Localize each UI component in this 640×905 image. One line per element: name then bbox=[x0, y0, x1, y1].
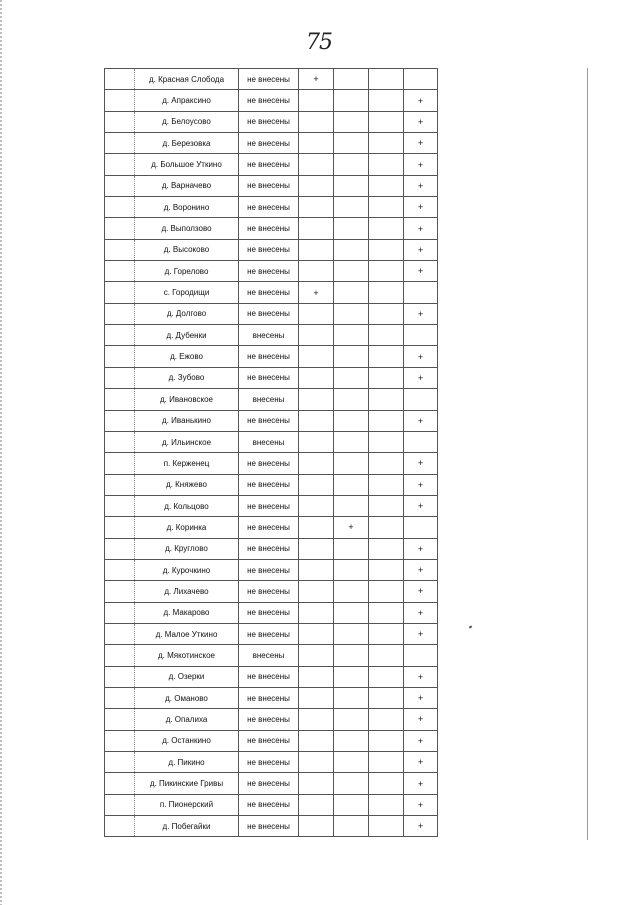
mark-cell bbox=[369, 794, 404, 815]
settlement-name: п. Пионерский bbox=[135, 794, 239, 815]
row-number-cell bbox=[105, 495, 135, 516]
mark-cell bbox=[369, 197, 404, 218]
mark-cell bbox=[369, 581, 404, 602]
registry-status: не внесены bbox=[239, 303, 299, 324]
registry-status: не внесены bbox=[239, 197, 299, 218]
mark-cell: + bbox=[404, 367, 438, 388]
settlement-name: д. Апраксино bbox=[135, 90, 239, 111]
settlement-name: д. Озерки bbox=[135, 666, 239, 687]
mark-cell bbox=[299, 453, 334, 474]
row-number-cell bbox=[105, 239, 135, 260]
registry-status: не внесены bbox=[239, 218, 299, 239]
mark-cell bbox=[299, 559, 334, 580]
registry-status: не внесены bbox=[239, 666, 299, 687]
mark-cell: + bbox=[299, 69, 334, 90]
mark-cell: + bbox=[404, 581, 438, 602]
mark-cell bbox=[299, 816, 334, 837]
settlement-name: д. Останкино bbox=[135, 730, 239, 751]
registry-status: не внесены bbox=[239, 90, 299, 111]
row-number-cell bbox=[105, 133, 135, 154]
table-row bbox=[105, 816, 438, 837]
table-row bbox=[105, 218, 438, 239]
mark-cell: + bbox=[299, 282, 334, 303]
mark-cell: + bbox=[404, 709, 438, 730]
table-row bbox=[105, 346, 438, 367]
mark-cell bbox=[334, 367, 369, 388]
settlement-name: д. Курочкино bbox=[135, 559, 239, 580]
mark-cell bbox=[369, 239, 404, 260]
row-number-cell bbox=[105, 752, 135, 773]
table-row bbox=[105, 175, 438, 196]
registry-status: не внесены bbox=[239, 69, 299, 90]
registry-status: не внесены bbox=[239, 239, 299, 260]
settlement-name: д. Мякотинское bbox=[135, 645, 239, 666]
mark-cell bbox=[369, 773, 404, 794]
mark-cell bbox=[334, 645, 369, 666]
mark-cell bbox=[299, 325, 334, 346]
table-row bbox=[105, 325, 438, 346]
row-number-cell bbox=[105, 730, 135, 751]
row-number-cell bbox=[105, 346, 135, 367]
registry-status: не внесены bbox=[239, 474, 299, 495]
mark-cell bbox=[369, 645, 404, 666]
registry-status: не внесены bbox=[239, 581, 299, 602]
table-row bbox=[105, 752, 438, 773]
registry-status: не внесены bbox=[239, 709, 299, 730]
row-number-cell bbox=[105, 709, 135, 730]
mark-cell bbox=[299, 133, 334, 154]
registry-status: не внесены bbox=[239, 816, 299, 837]
registry-status: не внесены bbox=[239, 282, 299, 303]
mark-cell bbox=[369, 111, 404, 132]
settlement-name: д. Долгово bbox=[135, 303, 239, 324]
mark-cell bbox=[369, 687, 404, 708]
mark-cell bbox=[369, 559, 404, 580]
settlement-name: д. Малое Уткино bbox=[135, 623, 239, 644]
row-number-cell bbox=[105, 303, 135, 324]
mark-cell bbox=[369, 175, 404, 196]
mark-cell bbox=[299, 90, 334, 111]
registry-status: не внесены bbox=[239, 133, 299, 154]
table-row bbox=[105, 239, 438, 260]
settlement-name: д. Круглово bbox=[135, 538, 239, 559]
table-row bbox=[105, 431, 438, 452]
row-number-cell bbox=[105, 538, 135, 559]
mark-cell bbox=[369, 325, 404, 346]
mark-cell: + bbox=[404, 602, 438, 623]
row-number-cell bbox=[105, 816, 135, 837]
registry-status: внесены bbox=[239, 389, 299, 410]
row-number-cell bbox=[105, 261, 135, 282]
mark-cell bbox=[334, 559, 369, 580]
registry-status: не внесены bbox=[239, 794, 299, 815]
mark-cell bbox=[334, 346, 369, 367]
registry-status: внесены bbox=[239, 431, 299, 452]
row-number-cell bbox=[105, 773, 135, 794]
settlement-name: д. Ивановское bbox=[135, 389, 239, 410]
mark-cell bbox=[299, 197, 334, 218]
mark-cell bbox=[334, 431, 369, 452]
page-number: 75 bbox=[306, 30, 332, 55]
table-row bbox=[105, 559, 438, 580]
registry-status: не внесены bbox=[239, 495, 299, 516]
table-row bbox=[105, 303, 438, 324]
mark-cell: + bbox=[404, 816, 438, 837]
registry-status: не внесены bbox=[239, 773, 299, 794]
mark-cell bbox=[334, 474, 369, 495]
mark-cell bbox=[334, 623, 369, 644]
table-row bbox=[105, 581, 438, 602]
mark-cell: + bbox=[404, 538, 438, 559]
settlement-name: д. Пикино bbox=[135, 752, 239, 773]
mark-cell bbox=[369, 410, 404, 431]
table-row bbox=[105, 133, 438, 154]
table-row bbox=[105, 730, 438, 751]
settlement-name: д. Белоусово bbox=[135, 111, 239, 132]
row-number-cell bbox=[105, 517, 135, 538]
mark-cell: + bbox=[404, 197, 438, 218]
row-number-cell bbox=[105, 474, 135, 495]
row-number-cell bbox=[105, 453, 135, 474]
mark-cell bbox=[299, 389, 334, 410]
table-row bbox=[105, 474, 438, 495]
mark-cell: + bbox=[404, 794, 438, 815]
mark-cell bbox=[404, 69, 438, 90]
mark-cell bbox=[334, 495, 369, 516]
mark-cell bbox=[334, 794, 369, 815]
mark-cell bbox=[299, 645, 334, 666]
mark-cell: + bbox=[404, 559, 438, 580]
mark-cell bbox=[299, 709, 334, 730]
mark-cell: + bbox=[404, 666, 438, 687]
registry-status: не внесены bbox=[239, 730, 299, 751]
mark-cell bbox=[369, 69, 404, 90]
mark-cell bbox=[334, 239, 369, 260]
mark-cell bbox=[334, 752, 369, 773]
mark-cell bbox=[369, 346, 404, 367]
row-number-cell bbox=[105, 111, 135, 132]
settlements-table bbox=[104, 68, 438, 837]
settlement-name: д. Березовка bbox=[135, 133, 239, 154]
table-row bbox=[105, 261, 438, 282]
row-number-cell bbox=[105, 389, 135, 410]
mark-cell: + bbox=[404, 773, 438, 794]
table-row bbox=[105, 282, 438, 303]
mark-cell bbox=[299, 687, 334, 708]
mark-cell bbox=[334, 602, 369, 623]
mark-cell bbox=[299, 794, 334, 815]
registry-status: не внесены bbox=[239, 559, 299, 580]
mark-cell bbox=[369, 453, 404, 474]
settlement-name: д. Варначево bbox=[135, 175, 239, 196]
mark-cell: + bbox=[404, 239, 438, 260]
row-number-cell bbox=[105, 282, 135, 303]
registry-status: не внесены bbox=[239, 346, 299, 367]
mark-cell: + bbox=[404, 175, 438, 196]
mark-cell bbox=[334, 453, 369, 474]
mark-cell bbox=[334, 282, 369, 303]
row-number-cell bbox=[105, 154, 135, 175]
mark-cell bbox=[369, 730, 404, 751]
row-number-cell bbox=[105, 90, 135, 111]
table-row bbox=[105, 197, 438, 218]
mark-cell bbox=[299, 495, 334, 516]
scan-edge bbox=[0, 0, 2, 905]
mark-cell bbox=[369, 133, 404, 154]
table-row bbox=[105, 495, 438, 516]
mark-cell bbox=[299, 581, 334, 602]
registry-status: не внесены bbox=[239, 367, 299, 388]
mark-cell: + bbox=[404, 218, 438, 239]
mark-cell bbox=[404, 645, 438, 666]
mark-cell bbox=[369, 431, 404, 452]
mark-cell bbox=[334, 154, 369, 175]
settlement-name: д. Горелово bbox=[135, 261, 239, 282]
mark-cell bbox=[299, 346, 334, 367]
settlement-name: д. Ильинское bbox=[135, 431, 239, 452]
row-number-cell bbox=[105, 325, 135, 346]
settlement-name: с. Городищи bbox=[135, 282, 239, 303]
mark-cell bbox=[299, 410, 334, 431]
mark-cell bbox=[299, 474, 334, 495]
registry-status: не внесены bbox=[239, 261, 299, 282]
mark-cell: + bbox=[404, 261, 438, 282]
registry-status: внесены bbox=[239, 645, 299, 666]
table-row bbox=[105, 453, 438, 474]
row-number-cell bbox=[105, 431, 135, 452]
mark-cell bbox=[369, 282, 404, 303]
settlement-name: д. Опалиха bbox=[135, 709, 239, 730]
mark-cell: + bbox=[404, 752, 438, 773]
row-number-cell bbox=[105, 602, 135, 623]
settlement-name: д. Дубенки bbox=[135, 325, 239, 346]
table-row bbox=[105, 154, 438, 175]
mark-cell bbox=[334, 303, 369, 324]
mark-cell bbox=[299, 666, 334, 687]
table-row bbox=[105, 69, 438, 90]
table-row bbox=[105, 90, 438, 111]
row-number-cell bbox=[105, 218, 135, 239]
mark-cell bbox=[334, 410, 369, 431]
settlement-name: п. Керженец bbox=[135, 453, 239, 474]
mark-cell bbox=[334, 709, 369, 730]
mark-cell bbox=[299, 752, 334, 773]
mark-cell bbox=[299, 623, 334, 644]
mark-cell bbox=[369, 303, 404, 324]
settlement-name: д. Побегайки bbox=[135, 816, 239, 837]
registry-status: не внесены bbox=[239, 602, 299, 623]
mark-cell: + bbox=[404, 133, 438, 154]
mark-cell: + bbox=[404, 687, 438, 708]
mark-cell bbox=[299, 730, 334, 751]
mark-cell bbox=[334, 816, 369, 837]
mark-cell bbox=[369, 623, 404, 644]
mark-cell bbox=[334, 325, 369, 346]
mark-cell: + bbox=[404, 453, 438, 474]
mark-cell bbox=[299, 239, 334, 260]
mark-cell bbox=[369, 218, 404, 239]
mark-cell bbox=[334, 90, 369, 111]
mark-cell bbox=[369, 517, 404, 538]
table-row bbox=[105, 111, 438, 132]
mark-cell bbox=[369, 389, 404, 410]
mark-cell: + bbox=[404, 495, 438, 516]
mark-cell bbox=[334, 581, 369, 602]
row-number-cell bbox=[105, 367, 135, 388]
table-row bbox=[105, 517, 438, 538]
mark-cell bbox=[404, 282, 438, 303]
mark-cell bbox=[369, 666, 404, 687]
table-row bbox=[105, 773, 438, 794]
row-number-cell bbox=[105, 794, 135, 815]
registry-status: не внесены bbox=[239, 687, 299, 708]
settlement-name: д. Кольцово bbox=[135, 495, 239, 516]
mark-cell bbox=[299, 431, 334, 452]
mark-cell bbox=[299, 111, 334, 132]
mark-cell: + bbox=[404, 474, 438, 495]
mark-cell: + bbox=[404, 623, 438, 644]
mark-cell bbox=[334, 218, 369, 239]
mark-cell: + bbox=[334, 517, 369, 538]
registry-status: внесены bbox=[239, 325, 299, 346]
mark-cell bbox=[369, 538, 404, 559]
mark-cell bbox=[369, 474, 404, 495]
row-number-cell bbox=[105, 645, 135, 666]
mark-cell bbox=[334, 730, 369, 751]
row-number-cell bbox=[105, 559, 135, 580]
mark-cell: + bbox=[404, 111, 438, 132]
table-row bbox=[105, 538, 438, 559]
settlement-name: д. Коринка bbox=[135, 517, 239, 538]
mark-cell bbox=[369, 90, 404, 111]
mark-cell bbox=[299, 367, 334, 388]
row-number-cell bbox=[105, 175, 135, 196]
registry-status: не внесены bbox=[239, 453, 299, 474]
mark-cell bbox=[334, 111, 369, 132]
mark-cell bbox=[334, 175, 369, 196]
mark-cell: + bbox=[404, 154, 438, 175]
table-row bbox=[105, 623, 438, 644]
table-row bbox=[105, 367, 438, 388]
settlement-name: д. Выползово bbox=[135, 218, 239, 239]
mark-cell bbox=[369, 816, 404, 837]
row-number-cell bbox=[105, 69, 135, 90]
registry-status: не внесены bbox=[239, 111, 299, 132]
mark-cell bbox=[334, 133, 369, 154]
mark-cell bbox=[369, 495, 404, 516]
mark-cell bbox=[299, 154, 334, 175]
mark-cell bbox=[369, 367, 404, 388]
margin-rule bbox=[587, 68, 588, 840]
mark-cell bbox=[369, 709, 404, 730]
mark-cell bbox=[334, 197, 369, 218]
mark-cell: + bbox=[404, 346, 438, 367]
settlement-name: д. Большое Уткино bbox=[135, 154, 239, 175]
table-row bbox=[105, 645, 438, 666]
registry-status: не внесены bbox=[239, 410, 299, 431]
mark-cell bbox=[404, 431, 438, 452]
settlement-name: д. Красная Слобода bbox=[135, 69, 239, 90]
mark-cell bbox=[299, 538, 334, 559]
mark-cell bbox=[334, 538, 369, 559]
settlement-name: д. Оманово bbox=[135, 687, 239, 708]
row-number-cell bbox=[105, 666, 135, 687]
row-number-cell bbox=[105, 410, 135, 431]
settlement-name: д. Воронино bbox=[135, 197, 239, 218]
mark-cell bbox=[334, 261, 369, 282]
mark-cell: + bbox=[404, 730, 438, 751]
settlement-name: д. Зубово bbox=[135, 367, 239, 388]
table-body bbox=[105, 69, 438, 837]
mark-cell: + bbox=[404, 410, 438, 431]
scan-speck bbox=[469, 625, 473, 628]
mark-cell bbox=[299, 261, 334, 282]
registry-status: не внесены bbox=[239, 154, 299, 175]
mark-cell bbox=[299, 773, 334, 794]
mark-cell bbox=[369, 752, 404, 773]
registry-status: не внесены bbox=[239, 623, 299, 644]
table-row bbox=[105, 687, 438, 708]
mark-cell bbox=[334, 687, 369, 708]
table-row bbox=[105, 602, 438, 623]
mark-cell bbox=[404, 389, 438, 410]
registry-status: не внесены bbox=[239, 175, 299, 196]
mark-cell bbox=[299, 175, 334, 196]
mark-cell bbox=[299, 218, 334, 239]
table-row bbox=[105, 709, 438, 730]
table-row bbox=[105, 666, 438, 687]
mark-cell bbox=[299, 602, 334, 623]
mark-cell: + bbox=[404, 303, 438, 324]
mark-cell bbox=[369, 602, 404, 623]
mark-cell bbox=[299, 517, 334, 538]
settlement-name: д. Высоково bbox=[135, 239, 239, 260]
settlement-name: д. Пикинские Гривы bbox=[135, 773, 239, 794]
registry-status: не внесены bbox=[239, 517, 299, 538]
row-number-cell bbox=[105, 623, 135, 644]
row-number-cell bbox=[105, 197, 135, 218]
mark-cell bbox=[334, 69, 369, 90]
table-row bbox=[105, 389, 438, 410]
table-row bbox=[105, 410, 438, 431]
registry-status: не внесены bbox=[239, 538, 299, 559]
settlement-name: д. Макарово bbox=[135, 602, 239, 623]
mark-cell bbox=[369, 154, 404, 175]
mark-cell bbox=[334, 666, 369, 687]
mark-cell bbox=[299, 303, 334, 324]
settlement-name: д. Лихачево bbox=[135, 581, 239, 602]
settlement-name: д. Ежово bbox=[135, 346, 239, 367]
mark-cell bbox=[404, 517, 438, 538]
row-number-cell bbox=[105, 687, 135, 708]
settlement-name: д. Княжево bbox=[135, 474, 239, 495]
mark-cell bbox=[404, 325, 438, 346]
mark-cell bbox=[334, 389, 369, 410]
mark-cell bbox=[334, 773, 369, 794]
registry-status: не внесены bbox=[239, 752, 299, 773]
settlement-name: д. Иванькино bbox=[135, 410, 239, 431]
row-number-cell bbox=[105, 581, 135, 602]
table-row bbox=[105, 794, 438, 815]
mark-cell bbox=[369, 261, 404, 282]
mark-cell: + bbox=[404, 90, 438, 111]
